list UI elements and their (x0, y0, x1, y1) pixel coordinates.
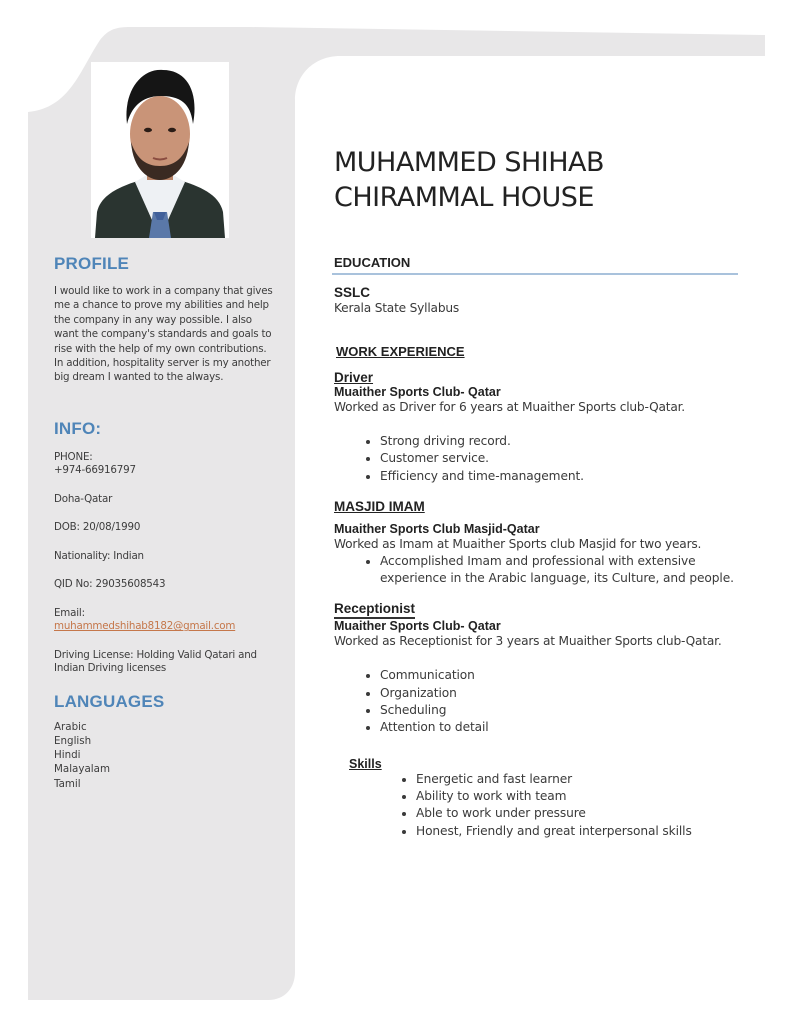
nationality-info: Nationality: Indian (54, 549, 144, 562)
skills-section (334, 757, 744, 840)
job-title: Receptionist (334, 601, 415, 619)
job-bullets (334, 553, 744, 588)
job-description: Worked as Driver for 6 years at Muaither Sports club-Qatar. (334, 400, 685, 414)
job-bullet: • Strong driving record. (380, 433, 744, 450)
job-bullet: • Efficiency and time-management. (380, 468, 744, 485)
job-title: MASJID IMAM (334, 498, 425, 514)
job-bullet: • Attention to detail (380, 719, 744, 736)
job-title-wrap (334, 601, 744, 619)
qid-info: QID No: 29035608543 (54, 578, 166, 591)
job-bullet: • Scheduling (380, 702, 744, 719)
job-bullet: • Organization (380, 685, 744, 702)
info-section (54, 419, 276, 676)
education-heading: EDUCATION (334, 255, 411, 270)
profile-section (54, 254, 276, 385)
skill-item: • Ability to work with team (416, 788, 744, 805)
email-link[interactable]: muhammedshihab8182@gmail.com (54, 620, 236, 633)
name-line-1: MUHAMMED SHIHAB (334, 147, 605, 178)
job-bullets (334, 667, 744, 736)
education-divider (332, 273, 738, 275)
skill-item: • Energetic and fast learner (416, 771, 744, 788)
job-employer: Muaither Sports Club Masjid-Qatar (334, 521, 540, 536)
work-experience-heading: WORK EXPERIENCE (336, 344, 465, 359)
job-bullets (334, 433, 744, 485)
language-item: Tamil (54, 777, 81, 790)
job-entry-receptionist (334, 601, 744, 736)
skill-item: • Honest, Friendly and great interpersonal skills (416, 823, 744, 840)
info-heading: INFO: (54, 418, 102, 438)
dob-info: DOB: 20/08/1990 (54, 521, 141, 534)
job-description: Worked as Imam at Muaither Sports club Masjid for two years. (334, 536, 702, 551)
job-entry-imam (334, 499, 744, 588)
job-description: Worked as Receptionist for 3 years at Muaither Sports club-Qatar. (334, 634, 722, 649)
language-item: Hindi (54, 749, 81, 762)
language-item: English (54, 735, 92, 748)
phone-value: +974-66916797 (54, 464, 136, 477)
profile-heading: PROFILE (54, 254, 130, 273)
profile-photo (91, 62, 229, 238)
person-portrait-icon (91, 62, 229, 238)
education-section (334, 255, 744, 317)
phone-info (54, 451, 276, 478)
email-info (54, 607, 276, 634)
driving-license-info: Driving License: Holding Valid Qatari and Indian Driving licenses (54, 648, 257, 675)
skills-heading: Skills (349, 756, 382, 771)
candidate-name (334, 145, 744, 215)
work-experience-section (334, 344, 744, 737)
sidebar (54, 254, 276, 791)
language-item: Arabic (54, 720, 87, 733)
job-bullet: • Customer service. (380, 450, 744, 467)
job-bullet: • Accomplished Imam and professional with extensive experience in the Arabic language, its Culture, and people. (380, 553, 744, 588)
job-entry-driver (334, 370, 744, 485)
skill-item: • Able to work under pressure (416, 805, 744, 822)
job-employer: Muaither Sports Club- Qatar (334, 619, 501, 634)
skills-list (334, 771, 744, 840)
job-title: Driver (334, 370, 374, 385)
email-label: Email: (54, 606, 85, 619)
languages-section (54, 692, 276, 791)
profile-text: I would like to work in a company that gives me a chance to prove my abilities and help the company in any way possible. I also want the company's standards and goals to rise with the help of my own contributions. In addition, hospitality server is my another big dream I wanted to the always. (54, 285, 273, 384)
job-employer: Muaither Sports Club- Qatar (334, 385, 501, 399)
education-board: Kerala State Syllabus (334, 301, 460, 315)
main-content (334, 145, 744, 840)
phone-label: PHONE: (54, 450, 93, 463)
languages-heading: LANGUAGES (54, 691, 165, 711)
location-info: Doha-Qatar (54, 492, 113, 505)
languages-list (54, 720, 276, 791)
education-degree: SSLC (334, 285, 371, 300)
name-line-2: CHIRAMMAL HOUSE (334, 182, 594, 213)
job-bullet: • Communication (380, 667, 744, 684)
language-item: Malayalam (54, 763, 110, 776)
